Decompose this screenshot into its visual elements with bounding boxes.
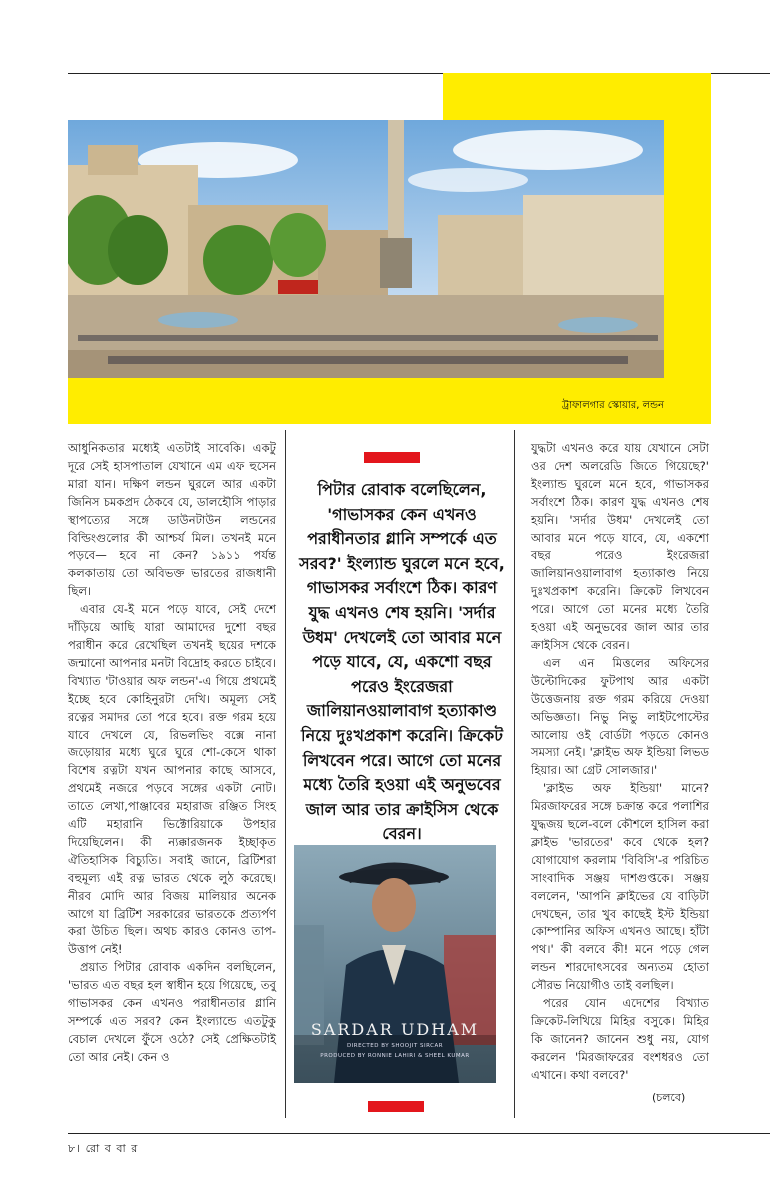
- right-paragraph: যুদ্ধটা এখনও করে যায় যেখানে সেটা ওর দেশ অলরেডি জিতে গিয়েছে?' ইংল্যান্ড ঘুরলে মনে হবে, গাভাসকর সর্বাংশে ঠিক। কারণ যুদ্ধ এখনও শেষ হয়নি। 'সর্দার উধম' দেখলেই তো আবার মনে পড়ে যাবে, যে, একশো বছর পরেও ইংরেজরা জালিয়ানওয়ালাবাগ হত্যাকাণ্ড নিয়ে দুঃখপ্রকাশ করেনি। ক্রিকেট লিখবেন পরে। আগে তো মনের মধ্যে তৈরি হওয়া এই অনুভবের জাল আর তার ক্রাইসিস থেকে বেরন।: [531, 441, 709, 652]
- red-accent-bar: [368, 1101, 424, 1112]
- left-column: [68, 440, 276, 1067]
- right-paragraph: 'ক্লাইভ অফ ইন্ডিয়া' মানে? মিরজাফরের সঙ্গে চক্রান্ত করে পলাশির যুদ্ধজয় ছলে-বলে কৌশলে হাসিল করা ক্লাইভ 'ভারতের' কবে থেকে হল? যোগাযোগ করলাম 'বিবিসি'-র পরিচিত সাংবাদিক সঞ্জয় দাশগুপ্তকে। সঞ্জয় বললেন, 'আপনি ক্লাইভের যে বাড়িটা দেখছেন, তার খুব কাছেই ইস্ট ইন্ডিয়া কোম্পানির অফিস এখনও আছে। হাঁটা পথ।' কী বলবে কী! মনে পড়ে গেল লন্ডন শারদোৎসবের অন্যতম হোতা সৌরভ নিয়োগীও তাই বলছিল।: [531, 781, 709, 993]
- pull-quote: পিটার রোবাক বলেছিলেন, 'গাভাসকর কেন এখনও পরাধীনতার গ্লানি সম্পর্কে এত সরব?' ইংল্যান্ড ঘুরলে মনে হবে, গাভাসকর সর্বাংশে ঠিক। কারণ যুদ্ধ এখনও শেষ হয়নি। 'সর্দার উধম' দেখলেই তো আবার মনে পড়ে যাবে, যে, একশো বছর পরেও ইংরেজরা জালিয়ানওয়ালাবাগ হত্যাকাণ্ড নিয়ে দুঃখপ্রকাশ করেনি। ক্রিকেট লিখবেন পরে। আগে তো মনের মধ্যে তৈরি হওয়া এই অনুভবের জাল আর তার ক্রাইসিস থেকে বেরন।: [299, 480, 505, 844]
- right-column: [531, 440, 709, 1085]
- photo-caption: ট্রাফালগার স্কোয়ার, লন্ডন: [561, 400, 664, 411]
- left-paragraph: এবার যে-ই মনে পড়ে যাবে, সেই দেশে দাঁড়িয়ে আছি যারা আমাদের দুশো বছর পরাধীন করে রেখেছিল তখনই ছয়ের দশকে জন্মানো আপনার মনটা বিদ্রোহ করতে চাইবে। বিখ্যাত 'টাওয়ার অফ লন্ডন'-এ গিয়ে প্রথমেই ইচ্ছে হবে কোহিনুরটা দেখি। অমূল্য সেই রত্নের সমাদর তো পরে হবে। রক্ত গরম হয়ে যাবে দেখলে যে, রিভলভিং বক্সে নানা জড়োয়ার মধ্যে ঘুরে ঘুরে শো-কেসে থাকা বিশেষ রত্নটা যখন আপনার কাছে আসবে, প্রথমেই নজরে পড়বে সঙ্গের একটা নোট। তাতে লেখা,পাঞ্জাবের মহারাজ রঞ্জিত সিংহ এটি মহারানি ভিক্টোরিয়াকে উপহার দিয়েছিলেন। কী ন্যক্কারজনক ইচ্ছাকৃত ঐতিহাসিক বিচ্যুতি। সবাই জানে, ব্রিটিশরা বহুমূল্য এই রত্ন ভারত থেকে লুঠ করেছে। নীরব মোদি আর বিজয় মালিয়ার অনেক আগে যা ব্রিটিশ সরকারের ভারতকে প্রত্যর্পণ করা উচিত ছিল। অথচ কারও কোনও তাপ-উত্তাপ নেই!: [68, 602, 276, 957]
- page-footer: ৮। রো ব বা র: [68, 1142, 139, 1155]
- column-divider: [514, 430, 515, 1118]
- left-paragraph: আধুনিকতার মধ্যেই এতটাই সাবেকি। একটু দূরে সেই হাসপাতাল যেখানে এম এফ হুসেন মারা যান। দক্ষিণ লন্ডন ঘুরলে আর একটা জিনিস চমকপ্রদ ঠেকবে যে, ডালহৌসি পাড়ার স্থাপত্যের সঙ্গে ডাউনটাউন লন্ডনের বিল্ডিংগুলোর কী আশ্চর্য মিল। তখনই মনে পড়বে— হবে না কেন? ১৯১১ পর্যন্ত কলকাতায় তো অবিভক্ত ভারতের রাজধানী ছিল।: [68, 441, 276, 599]
- footer-rule: [68, 1133, 770, 1134]
- poster-title: SARDAR UDHAM: [310, 1020, 480, 1039]
- poster-credit: PRODUCED BY RONNIE LAHIRI & SHEEL KUMAR: [320, 1053, 470, 1059]
- trafalgar-square-photo: [68, 120, 664, 378]
- right-paragraph: এল এন মিত্তলের অফিসের উল্টোদিকের ফুটপাথ আর একটা উত্তেজনায় রক্ত গরম করিয়ে দেওয়া অভিজ্ঞতা। নিভু নিভু লাইটপোস্টের আলোয় ওই বোর্ডটা পড়তে কোনও সমস্যা নেই। 'ক্লাইভ অফ ইন্ডিয়া লিভড হিয়ার। আ গ্রেট সোলজার।': [531, 655, 709, 778]
- column-divider: [285, 430, 286, 1118]
- left-paragraph: প্রয়াত পিটার রোবাক একদিন বলছিলেন, 'ভারত এত বছর হল স্বাধীন হয়ে গিয়েছে, তবু গাভাসকর কেন এখনও পরাধীনতার গ্লানি সম্পর্কে এত সরব? কেন ইংল্যান্ডে এতটুকু বেচাল দেখলে ফুঁসে ওঠে? সেই প্রেক্ষিতটাই তো আর নেই। কেন ও: [68, 960, 276, 1064]
- sardar-udham-poster: [294, 845, 496, 1083]
- yellow-accent-block: [443, 73, 711, 125]
- poster-credit: DIRECTED BY SHOOJIT SIRCAR: [346, 1043, 444, 1049]
- right-paragraph: পরের যোন এদেশের বিখ্যাত ক্রিকেট-লিখিয়ে মিহির বসুকে। মিহির কি জানেন? জানেন শুধু নয়, যোগ করলেন 'মিরজাফরের বংশধরও তো এখানে। কথা বলবে?': [531, 996, 709, 1082]
- to-be-continued: (চলবে): [652, 1091, 686, 1104]
- red-accent-bar: [364, 452, 420, 463]
